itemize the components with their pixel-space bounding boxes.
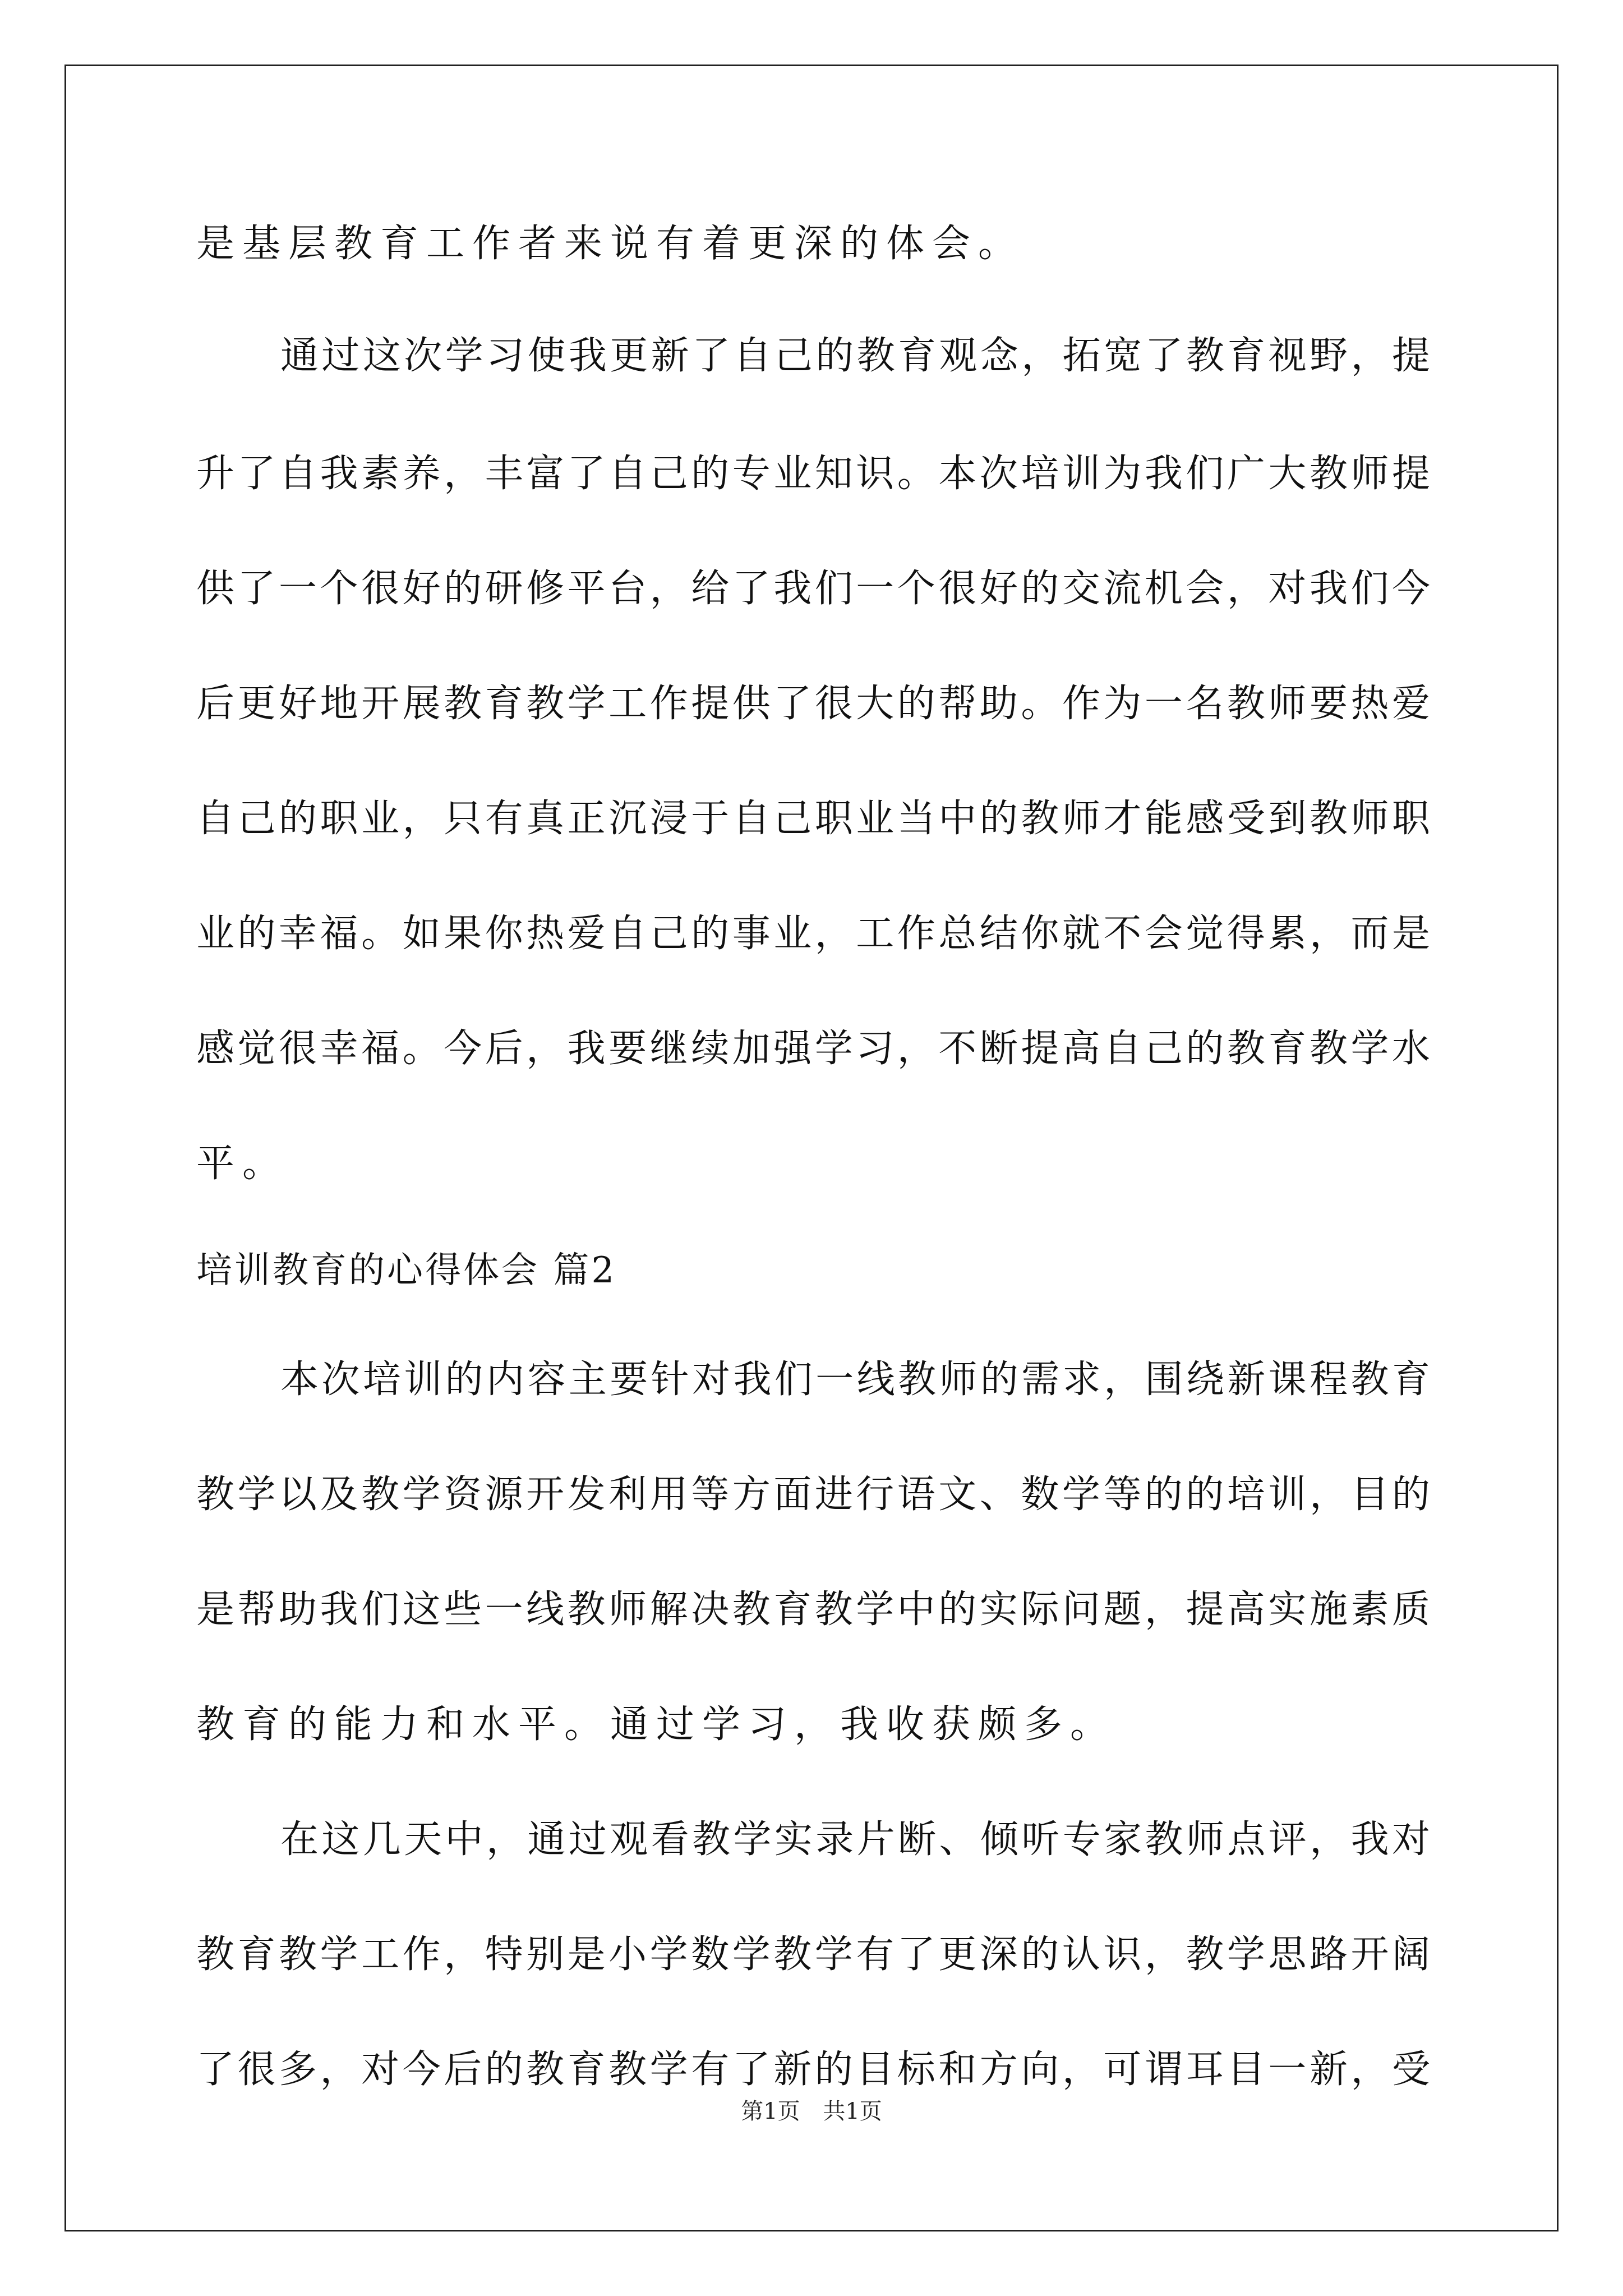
- page-total: 共1页: [823, 2099, 882, 2124]
- paragraph-first-line: 在这几天中，通过观看教学实录片断、倾听专家教师点评，我对: [280, 1818, 1430, 1862]
- text-line: 教育教学工作，特别是小学数学教学有了更深的认识，教学思路开阔: [196, 1932, 1430, 1977]
- text-line: 了很多，对今后的教育教学有了新的目标和方向，可谓耳目一新，受: [196, 2047, 1430, 2092]
- text-line: 感觉很幸福。今后，我要继续加强学习，不断提高自己的教育教学水: [196, 1027, 1430, 1071]
- page-number: 第1页: [741, 2099, 800, 2124]
- text-line: 是基层教育工作者来说有着更深的体会。: [196, 222, 1025, 266]
- text-line: 是帮助我们这些一线教师解决教育教学中的实际问题，提高实施素质: [196, 1588, 1430, 1632]
- text-line: 后更好地开展教育教学工作提供了很大的帮助。作为一名教师要热爱: [196, 682, 1430, 726]
- page-footer: [0, 2098, 1623, 2125]
- text-line: 业的幸福。如果你热爱自己的事业，工作总结你就不会觉得累，而是: [196, 912, 1430, 956]
- section-heading: 培训教育的心得体会 篇2: [196, 1250, 617, 1291]
- text-line: 升了自我素养，丰富了自己的专业知识。本次培训为我们广大教师提: [196, 452, 1430, 496]
- text-line: 供了一个很好的研修平台，给了我们一个很好的交流机会，对我们今: [196, 567, 1430, 611]
- text-line: 自己的职业，只有真正沉浸于自己职业当中的教师才能感受到教师职: [196, 797, 1430, 841]
- text-line: 教学以及教学资源开发利用等方面进行语文、数学等的的培训，目的: [196, 1473, 1430, 1517]
- text-line: 平。: [196, 1142, 289, 1186]
- text-line: 教育的能力和水平。通过学习，我收获颇多。: [196, 1703, 1117, 1747]
- page-border: [64, 65, 1559, 2231]
- paragraph-first-line: 本次培训的内容主要针对我们一线教师的需求，围绕新课程教育: [280, 1358, 1430, 1402]
- paragraph-first-line: 通过这次学习使我更新了自己的教育观念，拓宽了教育视野，提: [280, 334, 1430, 378]
